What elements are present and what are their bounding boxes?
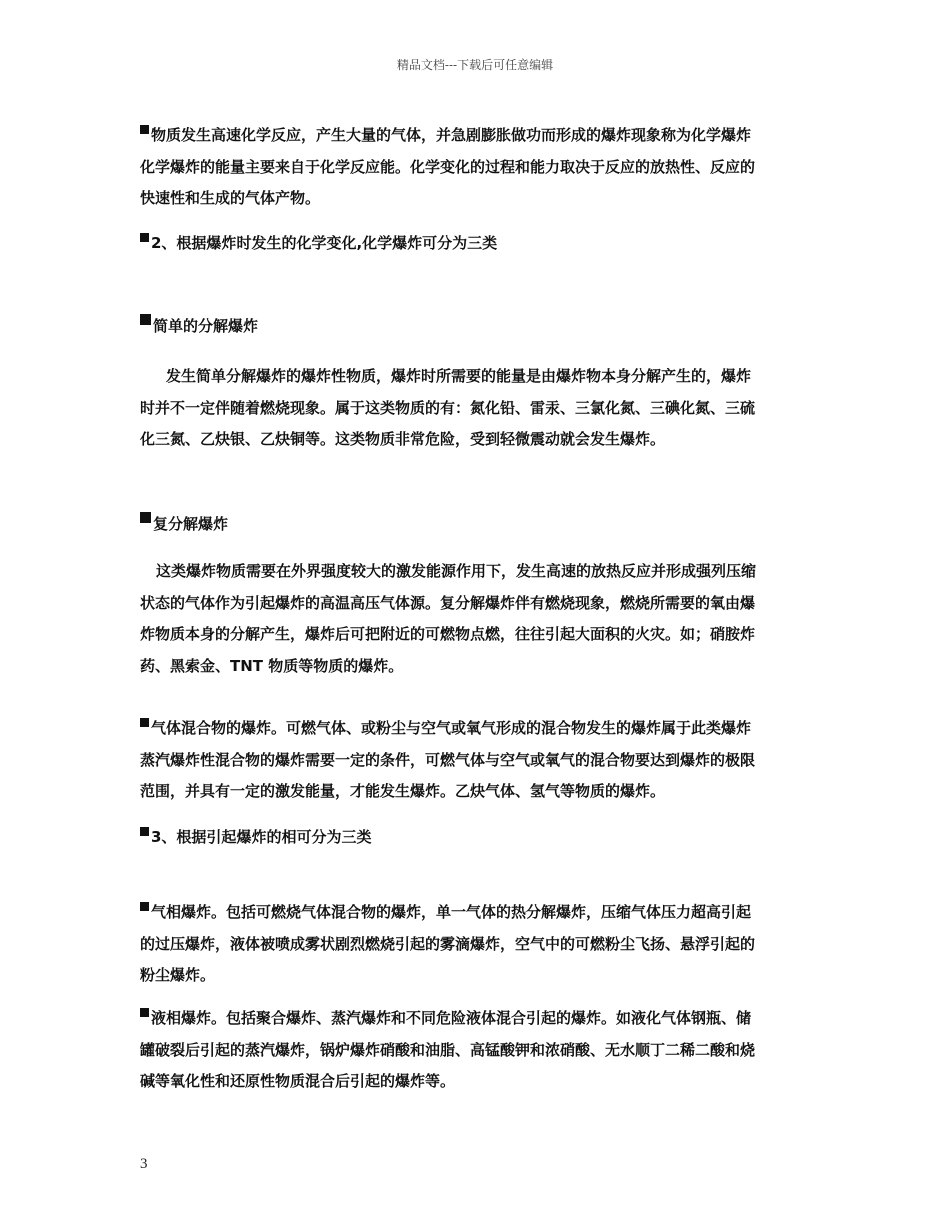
heading-phase-classification xyxy=(140,822,812,854)
bullet-square-icon xyxy=(140,233,149,242)
text-line: 复分解爆炸 xyxy=(140,509,812,541)
text-line: 液相爆炸。包括聚合爆炸、蒸汽爆炸和不同危险液体混合引起的爆炸。如液化气体钢瓶、储 xyxy=(140,1003,812,1035)
heading-simple-decomposition xyxy=(140,311,812,343)
text-line: 发生简单分解爆炸的爆炸性物质，爆炸时所需要的能量是由爆炸物本身分解产生的，爆炸 xyxy=(166,367,752,385)
text-line: 炸物质本身的分解产生，爆炸后可把附近的可燃物点燃，往往引起大面积的火灾。如；硝胺炸 xyxy=(140,625,756,643)
text-line: 2、根据爆炸时发生的化学变化,化学爆炸可分为三类 xyxy=(140,228,812,260)
text-line: 范围，并具有一定的激发能量，才能发生爆炸。乙炔气体、氢气等物质的爆炸。 xyxy=(140,782,666,800)
text-line: 蒸汽爆炸性混合物的爆炸需要一定的条件，可燃气体与空气或氧气的混合物要达到爆炸的极限 xyxy=(140,750,756,769)
text-line: 碱等氧化性和还原性物质混合后引起的爆炸等。 xyxy=(140,1072,456,1090)
text-line: 气体混合物的爆炸。可燃气体、或粉尘与空气或氧气形成的混合物发生的爆炸属于此类爆炸 xyxy=(140,713,812,745)
text-line: 时并不一定伴随着燃烧现象。属于这类物质的有：氮化铅、雷汞、三氯化氮、三碘化氮、三硫 xyxy=(140,398,756,417)
text-line: 化三氮、乙炔银、乙炔铜等。这类物质非常危险，受到轻微震动就会发生爆炸。 xyxy=(140,430,666,448)
bullet-square-icon xyxy=(140,718,149,727)
text-line: 物质发生高速化学反应，产生大量的气体，并急剧膨胀做功而形成的爆炸现象称为化学爆炸 xyxy=(140,120,812,152)
bullet-square-icon xyxy=(140,314,151,325)
text-line: 这类爆炸物质需要在外界强度较大的激发能源作用下，发生高速的放热反应并形成强列压缩 xyxy=(156,562,757,580)
paragraph-simple-decomposition xyxy=(140,361,812,456)
text-line: 粉尘爆炸。 xyxy=(140,966,216,984)
bullet-square-icon xyxy=(140,902,149,911)
text-line: 快速性和生成的气体产物。 xyxy=(140,189,321,207)
paragraph-compound-decomposition xyxy=(140,556,812,682)
text-line: 化学爆炸的能量主要来自于化学反应能。化学变化的过程和能力取决于反应的放热性、反应的 xyxy=(140,157,756,176)
bullet-square-icon xyxy=(140,512,151,523)
paragraph-chemical-explosion xyxy=(140,120,812,215)
bullet-square-icon xyxy=(140,827,149,836)
text-line: 状态的气体作为引起爆炸的高温高压气体源。复分解爆炸伴有燃烧现象，燃烧所需要的氧由爆 xyxy=(140,593,756,612)
text-line: 的过压爆炸，液体被喷成雾状剧烈燃烧引起的雾滴爆炸，空气中的可燃粉尘飞扬、悬浮引起的 xyxy=(140,934,756,953)
heading-chemical-classification xyxy=(140,228,812,260)
text-line: 药、黑索金、TNT 物质等物质的爆炸。 xyxy=(140,656,404,675)
paragraph-liquid-phase xyxy=(140,1003,812,1098)
bullet-square-icon xyxy=(140,1008,149,1017)
text-line: 罐破裂后引起的蒸汽爆炸，锅炉爆炸硝酸和油脂、高锰酸钾和浓硝酸、无水顺丁二稀二酸和烧 xyxy=(140,1040,756,1059)
text-line: 气相爆炸。包括可燃烧气体混合物的爆炸，单一气体的热分解爆炸，压缩气体压力超高引起 xyxy=(140,897,812,929)
paragraph-gas-mixture xyxy=(140,713,812,808)
heading-compound-decomposition xyxy=(140,509,812,541)
bullet-square-icon xyxy=(140,125,149,134)
paragraph-gas-phase xyxy=(140,897,812,992)
text-line: 3、根据引起爆炸的相可分为三类 xyxy=(140,822,812,854)
page-header: 精品文档---下载后可任意编辑 xyxy=(396,58,554,72)
text-line: 简单的分解爆炸 xyxy=(140,311,812,343)
page-number: 3 xyxy=(140,1156,148,1172)
